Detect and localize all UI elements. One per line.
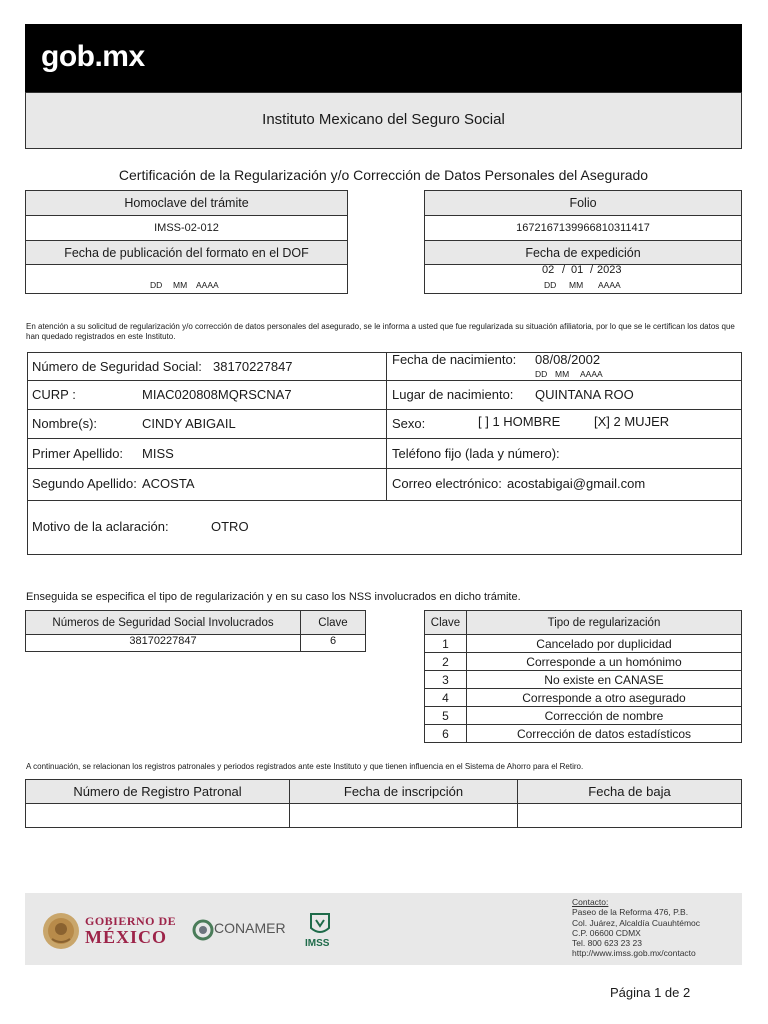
notice-text: En atención a su solicitud de regularización y/o corrección de datos personales del asegurado, se le informa a usted que fue regularizada su situación afiliatoria, por lo que se le certifican los datos que han quedado registrados en este Instituto. <box>26 322 735 341</box>
types-cell-tipo: Corresponde a otro asegurado <box>467 689 742 707</box>
nss-table-cell-nss: 38170227847 <box>26 635 301 652</box>
registros-header-baja: Fecha de baja <box>518 780 742 804</box>
table-row <box>425 725 742 743</box>
contact-block <box>572 897 700 959</box>
gobierno-line1: GOBIERNO DE <box>85 914 177 928</box>
types-header-tipo: Tipo de regularización <box>467 611 742 635</box>
registros-cell <box>518 804 742 828</box>
surname2-value: ACOSTA <box>142 476 195 491</box>
logo-text: gob.mx <box>41 40 145 73</box>
registros-cell <box>26 804 290 828</box>
institution-name: Instituto Mexicano del Seguro Social <box>262 111 505 128</box>
surname1-value: MISS <box>142 446 174 461</box>
table-row <box>425 689 742 707</box>
registros-header-registro: Número de Registro Patronal <box>26 780 290 804</box>
exp-year: 2023 <box>597 264 622 276</box>
curp-value: MIAC020808MQRSCNA7 <box>142 387 292 402</box>
birth-aaaa: AAAA <box>580 369 603 379</box>
motivo-label: Motivo de la aclaración: <box>32 519 169 534</box>
fecha-pub-aaaa: AAAA <box>196 280 219 290</box>
nss-table-header-row <box>26 611 366 635</box>
types-cell-tipo: Corresponde a un homónimo <box>467 653 742 671</box>
mexico-seal-icon <box>41 911 81 951</box>
gobierno-line2: MÉXICO <box>85 927 167 947</box>
types-cell-clave: 5 <box>425 707 467 725</box>
contact-line: C.P. 06600 CDMX <box>572 927 641 938</box>
birth-value: 08/08/2002 <box>535 352 601 367</box>
nss-table-header-clave: Clave <box>301 611 366 635</box>
types-cell-clave: 6 <box>425 725 467 743</box>
email-value: acostabigai@gmail.com <box>507 476 646 491</box>
curp-label: CURP : <box>32 387 76 402</box>
homoclave-label: Homoclave del trámite <box>26 191 347 215</box>
exp-sep1: / <box>562 264 566 276</box>
types-cell-clave: 1 <box>425 635 467 653</box>
table-row <box>425 707 742 725</box>
types-cell-tipo: No existe en CANASE <box>467 671 742 689</box>
motivo-value: OTRO <box>211 519 249 534</box>
fecha-pub-dd: DD <box>150 280 163 290</box>
phone-label: Teléfono fijo (lada y número): <box>392 446 560 461</box>
sex-label: Sexo: <box>392 416 426 431</box>
birth-mm: MM <box>555 369 570 379</box>
nss-involved-table <box>25 610 366 652</box>
page-number: Página 1 de 2 <box>610 985 691 1000</box>
name-value: CINDY ABIGAIL <box>142 416 236 431</box>
registros-intro: A continuación, se relacionan los registros patronales y periodos registrados ante este Instituto y que tienen influencia en el Sistema de Ahorro para el Retiro. <box>26 762 584 771</box>
conamer-text: CONAMER <box>214 920 286 936</box>
homoclave-value: IMSS-02-012 <box>154 222 219 234</box>
sex-option-mujer: [X] 2 MUJER <box>594 414 670 429</box>
regularization-intro: Enseguida se especifica el tipo de regularización y en su caso los NSS involucrados en dicho trámite. <box>26 591 521 603</box>
types-cell-tipo: Corrección de datos estadísticos <box>467 725 742 743</box>
types-table-header-row <box>425 611 742 635</box>
place-label: Lugar de nacimiento: <box>392 387 514 402</box>
document-title: Certificación de la Regularización y/o Corrección de Datos Personales del Asegurado <box>118 167 649 183</box>
types-cell-clave: 4 <box>425 689 467 707</box>
nss-value: 38170227847 <box>213 359 293 374</box>
folio-value: 1672167139966810311417 <box>516 222 650 234</box>
types-cell-tipo: Cancelado por duplicidad <box>467 635 742 653</box>
fecha-pub-mm: MM <box>173 280 188 290</box>
exp-sep2: / <box>590 264 594 276</box>
folio-label: Folio <box>425 191 741 215</box>
fecha-expedicion-label: Fecha de expedición <box>425 241 741 264</box>
exp-month: 01 <box>571 264 584 276</box>
email-label: Correo electrónico: <box>392 476 502 491</box>
registros-table <box>25 779 742 828</box>
conamer-icon <box>192 919 214 941</box>
contact-line: Col. Juárez, Alcaldía Cuauhtémoc <box>572 917 701 928</box>
table-row <box>26 804 742 828</box>
surname1-label: Primer Apellido: <box>32 446 124 461</box>
regularization-types-table <box>424 610 742 743</box>
contact-line: Paseo de la Reforma 476, P.B. <box>572 907 689 918</box>
exp-day: 02 <box>542 264 555 276</box>
registros-header-inscripcion: Fecha de inscripción <box>290 780 518 804</box>
types-cell-tipo: Corrección de nombre <box>467 707 742 725</box>
table-row <box>425 671 742 689</box>
contact-title: Contacto: <box>572 897 609 907</box>
exp-aaaa: AAAA <box>598 280 621 290</box>
registros-cell <box>290 804 518 828</box>
contact-link[interactable]: http://www.imss.gob.mx/contacto <box>572 948 696 959</box>
contact-line: Tel. 800 623 23 23 <box>572 938 642 949</box>
nss-table-header-nss: Números de Seguridad Social Involucrados <box>26 611 301 635</box>
imss-text: IMSS <box>305 938 330 949</box>
imss-eagle-icon <box>308 912 332 938</box>
exp-dd: DD <box>544 280 557 290</box>
sex-option-hombre: [ ] 1 HOMBRE <box>478 414 561 429</box>
birth-dd: DD <box>535 369 548 379</box>
table-row <box>26 635 366 652</box>
gobmx-logo <box>41 40 145 74</box>
table-row <box>425 635 742 653</box>
name-label: Nombre(s): <box>32 416 98 431</box>
place-value: QUINTANA ROO <box>535 387 634 402</box>
fecha-publicacion-label: Fecha de publicación del formato en el DOF <box>26 241 347 264</box>
nss-table-cell-clave: 6 <box>301 635 366 652</box>
table-row <box>425 653 742 671</box>
birth-label: Fecha de nacimiento: <box>392 352 517 367</box>
surname2-label: Segundo Apellido: <box>32 476 137 491</box>
nss-label: Número de Seguridad Social: <box>32 359 202 374</box>
types-header-clave: Clave <box>425 611 467 635</box>
exp-mm: MM <box>569 280 584 290</box>
types-cell-clave: 2 <box>425 653 467 671</box>
registros-header-row <box>26 780 742 804</box>
types-cell-clave: 3 <box>425 671 467 689</box>
